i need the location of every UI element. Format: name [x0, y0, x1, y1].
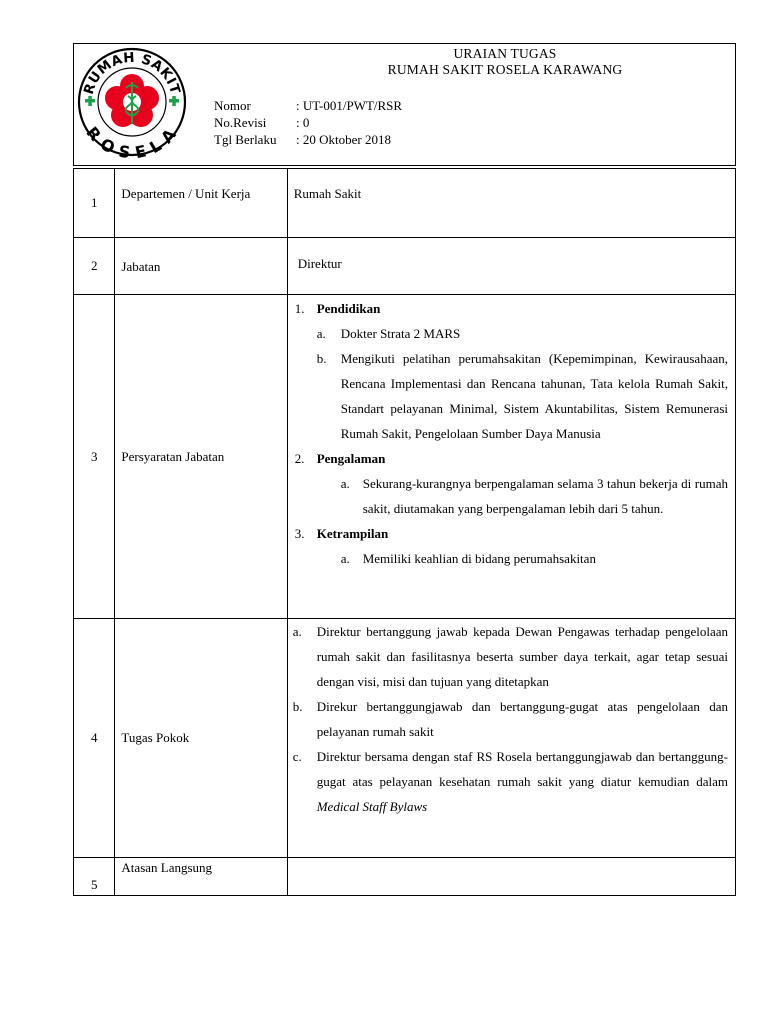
- item-text: Sekurang-kurangnya berpengalaman selama 3 tahun bekerja di rumah sakit, diutamakan yang berpengalaman lebih dari 5 tahun.: [362, 476, 728, 516]
- section-number: 3.: [294, 526, 305, 541]
- value-text: Rumah Sakit: [293, 186, 362, 201]
- row-number: 3: [74, 295, 115, 619]
- meta-label: Nomor: [214, 98, 251, 113]
- row-number: 2: [74, 238, 115, 295]
- row-value: [287, 619, 735, 858]
- label-text: Jabatan: [121, 259, 161, 274]
- item-text: Dokter Strata 2 MARS: [340, 326, 461, 341]
- item-text-italic: Medical Staff Bylaws: [316, 799, 428, 814]
- value-text: Direktur: [297, 256, 342, 271]
- list-item: [288, 546, 728, 571]
- section-title: Pendidikan: [316, 301, 381, 316]
- table-row: [74, 295, 736, 619]
- list-item: [288, 346, 728, 446]
- item-marker: a.: [340, 476, 350, 491]
- item-text: Direkur bertanggungjawab dan bertanggung-gugat atas pengelolaan dan pelayanan rumah sakit: [316, 699, 728, 739]
- item-marker: b.: [292, 699, 303, 714]
- item-text: [317, 744, 728, 819]
- document-header: [73, 43, 736, 166]
- svg-text:RUMAH SAKIT: RUMAH SAKIT: [80, 49, 184, 97]
- list-item: [288, 321, 728, 346]
- row-label: [115, 169, 287, 238]
- list-item: [288, 619, 728, 694]
- meta-revisi: [214, 115, 309, 131]
- hospital-name: RUMAH SAKIT ROSELA KARAWANG: [387, 62, 623, 77]
- label-text: Atasan Langsung: [121, 860, 213, 875]
- row-label: [115, 619, 287, 858]
- label-text: Persyaratan Jabatan: [121, 448, 225, 464]
- label-text: Tugas Pokok: [121, 730, 190, 745]
- list-item: [288, 694, 728, 744]
- item-text: Direktur bertanggung jawab kepada Dewan Pengawas terhadap pengelolaan rumah sakit dan fasilitasnya beserta sumber daya terkait, agar tetap sesuai dengan visi, misi dan tujuan yang ditetapkan: [316, 624, 728, 689]
- item-marker: c.: [292, 749, 302, 764]
- item-text: Memiliki keahlian di bidang perumahsakitan: [362, 551, 596, 566]
- item-marker: a.: [340, 551, 350, 566]
- item-marker: b.: [316, 351, 327, 366]
- row-number: 5: [74, 858, 115, 896]
- row-value: [287, 858, 735, 896]
- section-number: 2.: [294, 451, 305, 466]
- table-row: [74, 238, 736, 295]
- table-row: [74, 619, 736, 858]
- meta-tgl-berlaku: [214, 132, 391, 148]
- section-title: Ketrampilan: [316, 526, 389, 541]
- row-value: [287, 169, 735, 238]
- meta-value: : 0: [296, 115, 310, 130]
- svg-text:ROSELA: ROSELA: [82, 122, 182, 158]
- row-label: [115, 858, 287, 896]
- job-description-table: [73, 168, 736, 896]
- meta-nomor: [214, 98, 402, 114]
- section-title: Pengalaman: [316, 451, 386, 466]
- row-value: [287, 238, 735, 295]
- meta-value: : 20 Oktober 2018: [296, 132, 391, 147]
- document-title: URAIAN TUGAS: [453, 46, 557, 61]
- list-item: [288, 744, 728, 819]
- section-ketrampilan: [288, 521, 728, 571]
- list-item: [288, 471, 728, 521]
- table-row: [74, 169, 736, 238]
- row-value: [287, 295, 735, 619]
- section-pengalaman: [288, 446, 728, 521]
- label-text: Departemen / Unit Kerja: [121, 186, 251, 201]
- section-number: 1.: [294, 301, 305, 316]
- meta-label: Tgl Berlaku: [214, 132, 277, 147]
- item-text-main: Direktur bersama dengan staf RS Rosela bertanggungjawab dan bertanggung-gugat atas pelayanan kesehatan rumah sakit yang diatur kemudian dalam: [316, 749, 728, 789]
- row-number: 4: [74, 619, 115, 858]
- item-marker: a.: [292, 624, 302, 639]
- hospital-logo: [76, 46, 188, 158]
- section-pendidikan: [288, 296, 728, 446]
- meta-value: : UT-001/PWT/RSR: [296, 98, 403, 113]
- item-text: Mengikuti pelatihan perumahsakitan (Kepemimpinan, Kewirausahaan, Rencana Implementasi dan Rencana tahunan, Tata kelola Rumah Sakit, Standart pelayanan Minimal, Sistem Akuntabilitas, Sistem Remunerasi Rumah Sakit, Pengelolaan Sumber Daya Manusia: [340, 351, 728, 441]
- row-number: 1: [74, 169, 115, 238]
- item-marker: a.: [316, 326, 326, 341]
- meta-label: No.Revisi: [214, 115, 267, 130]
- row-label: [115, 238, 287, 295]
- row-label: [115, 295, 287, 619]
- table-row: [74, 858, 736, 896]
